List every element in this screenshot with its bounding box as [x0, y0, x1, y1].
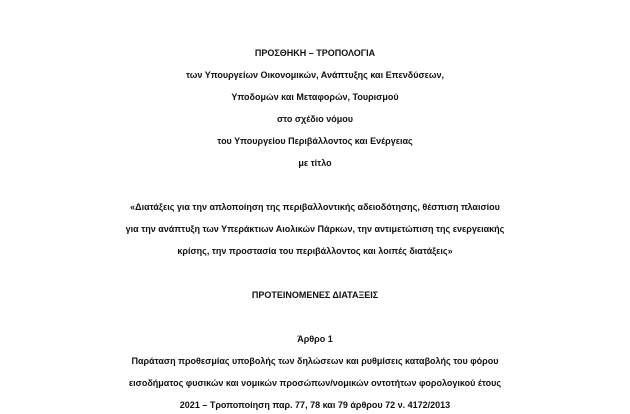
document-title: ΠΡΟΣΘΗΚΗ – ΤΡΟΠΟΛΟΓΙΑ [254, 48, 376, 58]
section-heading: ΠΡΟΤΕΙΝΟΜΕΝΕΣ ΔΙΑΤΑΞΕΙΣ [251, 290, 379, 300]
ministries-line-1: των Υπουργείων Οικονομικών, Ανάπτυξης και Επενδύσεων, [186, 70, 444, 80]
bill-title-line-3: κρίσης, την προστασία του περιβάλλοντος και λοιπές διατάξεις» [177, 246, 453, 256]
bill-title-line-2: για την ανάπτυξη των Υπεράκτιων Αιολικών Πάρκων, την αντιμετώπιση της ενεργειακής [125, 224, 505, 234]
article-number: Άρθρο 1 [297, 334, 333, 344]
ministries-line-2: Υποδομών και Μεταφορών, Τουρισμού [231, 92, 399, 102]
ministry-line: του Υπουργείου Περιβάλλοντος και Ενέργειας [217, 136, 413, 146]
article-title-line-1: Παράταση προθεσμίας υποβολής των δηλώσεων και ρυθμίσεις καταβολής του φόρου [131, 356, 499, 366]
bill-line: στο σχέδιο νόμου [276, 114, 354, 124]
article-title-line-3: 2021 – Τροποποίηση παρ. 77, 78 και 79 άρθρου 72 ν. 4172/2013 [179, 400, 451, 410]
bill-title-line-1: «Διατάξεις για την απλοποίηση της περιβαλλοντικής αδειοδότησης, θέσπιση πλαισίου [130, 202, 500, 212]
title-intro: με τίτλο [298, 158, 332, 168]
article-title-line-2: εισοδήματος φυσικών και νομικών προσώπων/νομικών οντοτήτων φορολογικού έτους [128, 378, 502, 388]
